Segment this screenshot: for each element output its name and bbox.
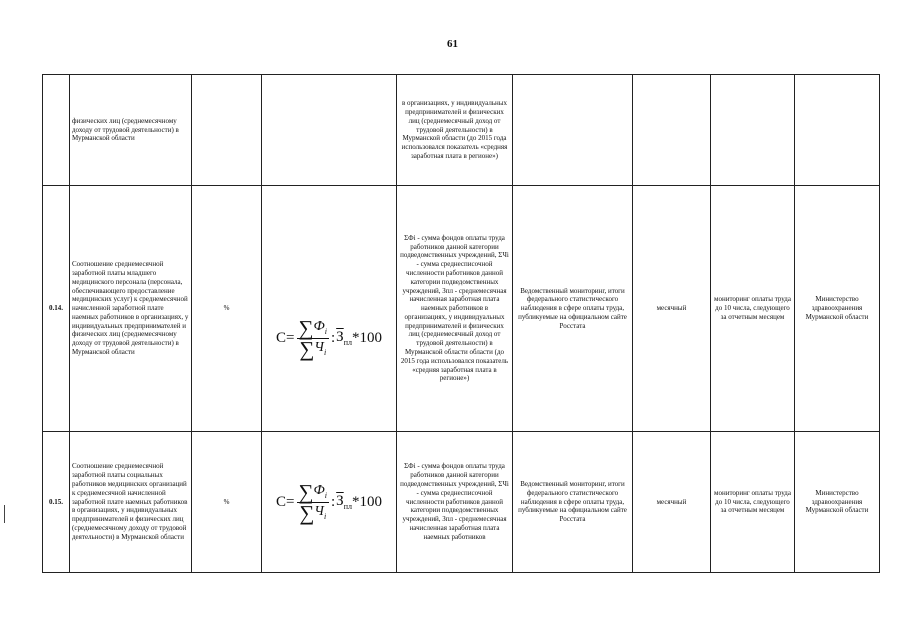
formula-colon: : <box>331 493 336 510</box>
formula-zpl-sub: пл <box>343 501 352 511</box>
formula <box>276 479 382 525</box>
formula-cell <box>262 75 397 186</box>
deadline: мониторинг оплаты труда до 10 числа, следующего за отчетным месяцем <box>711 186 795 432</box>
formula-numerator-var: Ф <box>313 319 325 335</box>
unit: % <box>192 432 262 573</box>
formula-colon: : <box>331 330 336 346</box>
deadline: мониторинг оплаты труда до 10 числа, следующего за отчетным месяцем <box>711 432 795 573</box>
formula-eq: = <box>286 330 295 346</box>
responsible: Министерство здравоохранения Мурманской области <box>795 186 880 432</box>
formula-cell <box>262 432 397 573</box>
periodicity: месячный <box>633 186 711 432</box>
formula-eq: = <box>286 493 295 510</box>
formula-cell <box>262 186 397 432</box>
formula-numerator-sub: i <box>324 490 327 500</box>
data-source: Ведомственный мониторинг, итоги федерального статистического наблюдения в сфере оплаты труда, публикуемые на официальном сайте Росстата <box>513 432 633 573</box>
sigma-symbol: ∑ <box>298 316 314 340</box>
formula-description: ΣФi - сумма фондов оплаты труда работников данной категории подведомственных учреждений, ΣЧi - сумма среднесписочной численности работников данной категории подведомственных учреждений, Зпл - среднемесячная начисленная заработная плата наемных работников <box>397 432 513 573</box>
formula-zpl-sub: пл <box>343 338 352 347</box>
page-number: 61 <box>447 38 458 50</box>
formula-denominator-sub: i <box>323 347 327 357</box>
formula-denominator-var: Ч <box>314 503 324 519</box>
indicator-name: Соотношение среднемесячной заработной платы социальных работников медицинских организаций к среднемесячной начисленной заработной плате наемных работников в организациях, у индивидуальных предпринимателей и физических лиц (среднемесячному доходу от трудовой деятельности) в Мурманской области <box>70 432 192 573</box>
row-number: 0.15. <box>43 432 70 573</box>
formula-fraction <box>297 316 329 361</box>
responsible <box>795 75 880 186</box>
formula-description: ΣФi - сумма фондов оплаты труда работников данной категории подведомственных учреждений, ΣЧi - сумма среднесписочной численности работников данной категории подведомственных учреждений, Зпл - среднемесячная начисленная заработная плата наемных работников в организациях, у индивидуальных предпринимателей и физических лиц (среднемесячный доход от трудовой деятельности) в Мурманской области области (до 2015 года использовался показатель «средняя заработная плата в регионе») <box>397 186 513 432</box>
periodicity: месячный <box>633 432 711 573</box>
periodicity <box>633 75 711 186</box>
deadline <box>711 75 795 186</box>
data-source <box>513 75 633 186</box>
data-source: Ведомственный мониторинг, итоги федерального статистического наблюдения в сфере оплаты труда, публикуемые на официальном сайте Росстата <box>513 186 633 432</box>
table-row <box>43 432 880 573</box>
formula-numerator-var: Ф <box>313 482 325 498</box>
formula-fraction <box>297 479 329 525</box>
formula-tail: *100 <box>351 330 382 346</box>
formula-tail: *100 <box>351 493 382 510</box>
indicator-table <box>42 74 880 573</box>
formula-description: в организациях, у индивидуальных предпринимателей и физических лиц (среднемесячный доход от трудовой деятельности) в Мурманской области (до 2015 года использовался показатель «средняя заработная плата в регионе») <box>397 75 513 186</box>
sigma-symbol: ∑ <box>298 479 314 504</box>
sigma-symbol: ∑ <box>299 500 315 525</box>
sigma-symbol: ∑ <box>299 337 315 361</box>
table-row <box>43 75 880 186</box>
formula-lhs: С <box>276 493 287 510</box>
formula-numerator-sub: i <box>324 326 327 336</box>
formula-zpl: З <box>336 492 344 509</box>
formula-denominator-sub: i <box>323 511 327 521</box>
indicator-name: физических лиц (среднемесячному доходу от трудовой деятельности) в Мурманской области <box>70 75 192 186</box>
table-row <box>43 186 880 432</box>
formula-denominator-var: Ч <box>314 340 324 356</box>
row-number: 0.14. <box>43 186 70 432</box>
formula-lhs: С <box>276 330 287 346</box>
formula <box>276 316 382 361</box>
formula-zpl: З <box>336 329 344 345</box>
row-number <box>43 75 70 186</box>
indicator-name: Соотношение среднемесячной заработной платы младшего медицинского персонала (персонала, обеспечивающего предоставление медицинских услуг) к среднемесячной начисленной заработной плате наемных работников в организациях, у индивидуальных предпринимателей и физических лиц (среднемесячному доходу от трудовой деятельности) в Мурманской области <box>70 186 192 432</box>
unit: % <box>192 186 262 432</box>
unit <box>192 75 262 186</box>
margin-mark <box>4 505 5 523</box>
responsible: Министерство здравоохранения Мурманской области <box>795 432 880 573</box>
